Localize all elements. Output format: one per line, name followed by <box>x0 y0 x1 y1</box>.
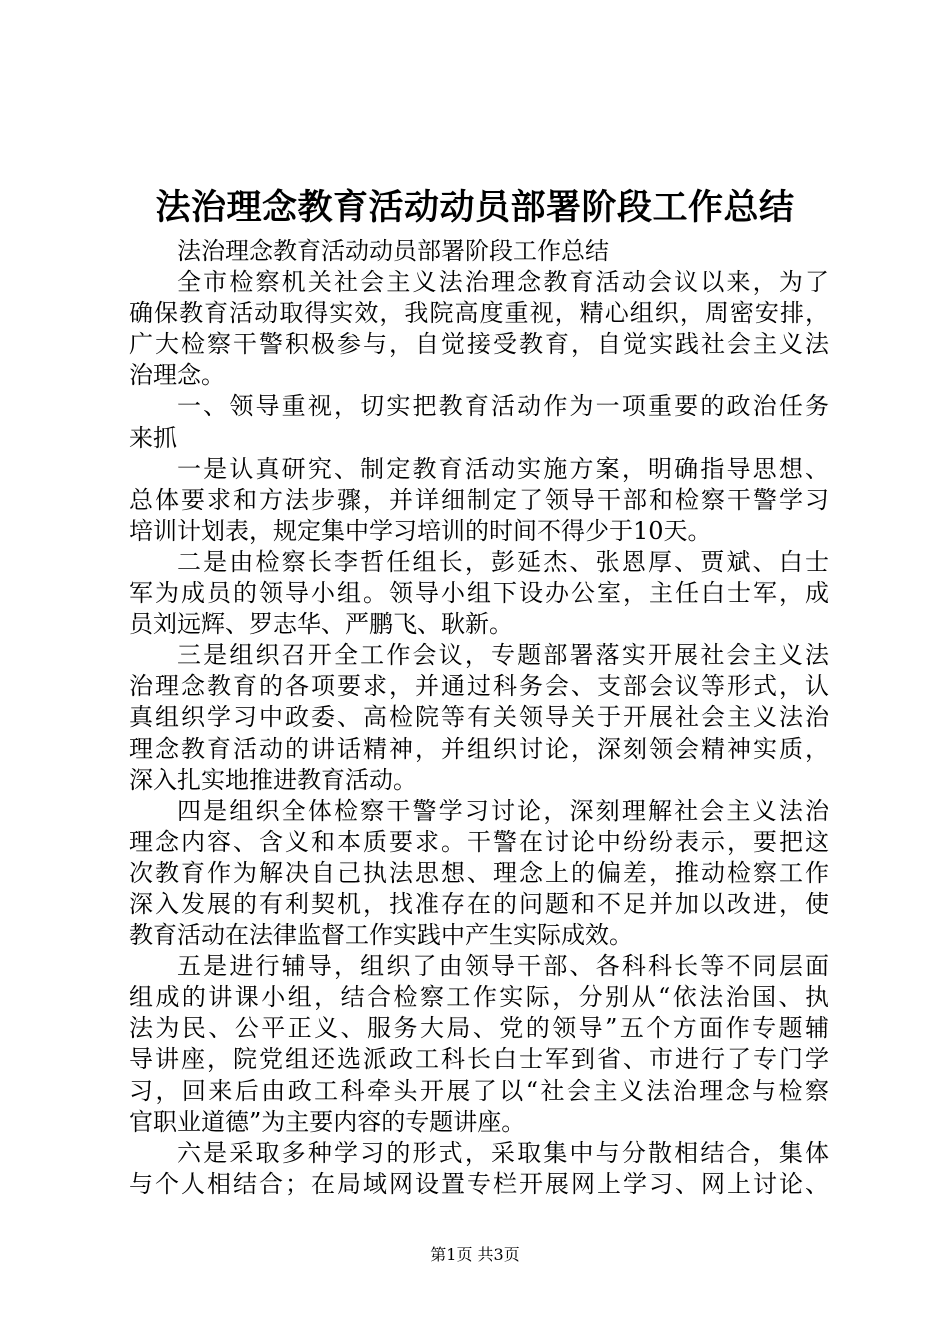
text-line: 导讲座，院党组还选派政工科长白士军到省、市进行了专门学 <box>129 1045 829 1074</box>
text-line: 一、领导重视，切实把教育活动作为一项重要的政治任务 <box>177 392 829 421</box>
text-line: 一是认真研究、制定教育活动实施方案，明确指导思想、 <box>177 454 829 483</box>
text-line: 理念内容、含义和本质要求。干警在讨论中纷纷表示，要把这 <box>129 827 829 856</box>
text-line: 真组织学习中政委、高检院等有关领导关于开展社会主义法治 <box>129 703 829 732</box>
text-line: 教育活动在法律监督工作实践中产生实际成效。 <box>129 921 633 950</box>
text-line: 总体要求和方法步骤，并详细制定了领导干部和检察干警学习 <box>129 485 829 514</box>
text-line: 确保教育活动取得实效，我院高度重视，精心组织，周密安排， <box>129 299 829 328</box>
text-line: 四是组织全体检察干警学习讨论，深刻理解社会主义法治 <box>177 796 829 825</box>
text-line: 五是进行辅导，组织了由领导干部、各科科长等不同层面 <box>177 952 829 981</box>
text-line: 深入扎实地推进教育活动。 <box>129 765 417 794</box>
text-line: 治理念。 <box>129 361 225 390</box>
text-line: 军为成员的领导小组。领导小组下设办公室，主任白士军，成 <box>129 579 829 608</box>
text-line: 官职业道德”为主要内容的专题讲座。 <box>129 1107 526 1136</box>
text-line: 与个人相结合；在局域网设置专栏开展网上学习、网上讨论、 <box>129 1169 829 1198</box>
text-line: 组成的讲课小组，结合检察工作实际，分别从“依法治国、执 <box>129 983 829 1012</box>
text-line: 深入发展的有利契机，找准存在的问题和不足并加以改进，使 <box>129 889 829 918</box>
text-line: 六是采取多种学习的形式，采取集中与分散相结合，集体 <box>177 1138 829 1167</box>
text-line: 三是组织召开全工作会议，专题部署落实开展社会主义法 <box>177 641 829 670</box>
text-line: 二是由检察长李哲任组长，彭延杰、张恩厚、贾斌、白士 <box>177 547 829 576</box>
text-line: 广大检察干警积极参与，自觉接受教育，自觉实践社会主义法 <box>129 330 829 359</box>
text-line: 全市检察机关社会主义法治理念教育活动会议以来，为了 <box>177 268 829 297</box>
text-line: 员刘远辉、罗志华、严鹏飞、耿新。 <box>129 610 513 639</box>
text-line: 来抓 <box>129 423 177 452</box>
text-line: 习，回来后由政工科牵头开展了以“社会主义法治理念与检察 <box>129 1076 829 1105</box>
text-line: 法治理念教育活动动员部署阶段工作总结 <box>177 237 609 265</box>
document-title: 法治理念教育活动动员部署阶段工作总结 <box>155 187 795 228</box>
text-line: 次教育作为解决自己执法思想、理念上的偏差，推动检察工作 <box>129 858 829 887</box>
text-line: 培训计划表，规定集中学习培训的时间不得少于10天。 <box>129 516 712 545</box>
text-line: 理念教育活动的讲话精神，并组织讨论，深刻领会精神实质， <box>129 734 829 763</box>
text-line: 法为民、公平正义、服务大局、党的领导”五个方面作专题辅 <box>129 1014 829 1043</box>
page-number: 第1页 共3页 <box>430 1245 520 1264</box>
document-body <box>129 236 829 1200</box>
text-line: 治理念教育的各项要求，并通过科务会、支部会议等形式，认 <box>129 672 829 701</box>
